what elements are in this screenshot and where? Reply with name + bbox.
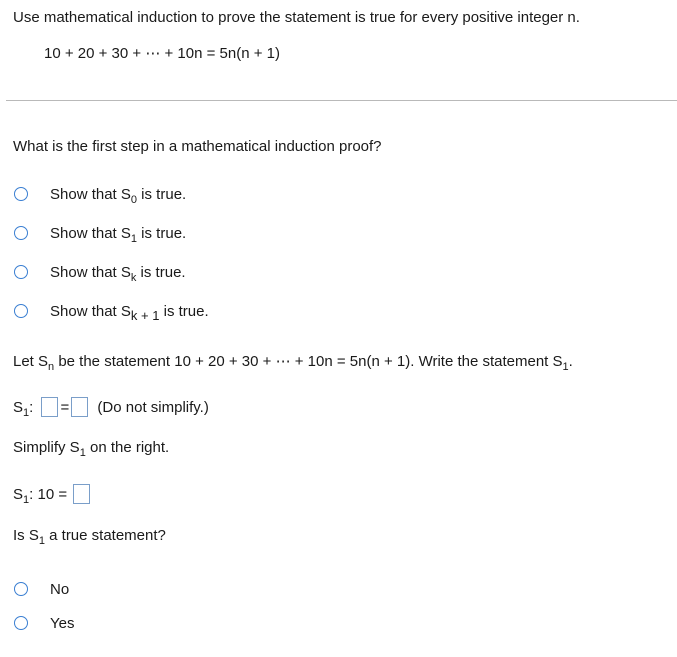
problem-instruction: Use mathematical induction to prove the statement is true for every positive integer n. xyxy=(13,9,580,26)
q2-prompt: Let $S_n$ be the statement 10 + 20 + 30 + ⋯ + 10n = 5n(n + 1). Write the statement $S_1$. xyxy=(13,353,573,373)
q4-question: Is $S_1$ a true statement? xyxy=(13,527,166,547)
s1-label: $S_1$: xyxy=(13,399,34,419)
section-divider xyxy=(6,100,677,101)
radio-button[interactable] xyxy=(14,226,28,240)
s1-simplify-label: $S_1$: 10 = xyxy=(13,486,68,506)
problem-equation: 10 + 20 + 30 + ⋯ + 10n = 5n(n + 1) xyxy=(44,45,281,62)
q1-option-s1[interactable] xyxy=(14,222,186,244)
option-label: Show that $S_k$ is true. xyxy=(50,263,186,284)
s1-right-input[interactable] xyxy=(71,397,88,417)
option-label: Show that $S_1$ is true. xyxy=(50,224,187,245)
option-label: Yes xyxy=(50,614,75,632)
radio-button[interactable] xyxy=(14,265,28,279)
option-label: No xyxy=(50,580,70,598)
hint-text: (Do not simplify.) xyxy=(97,399,209,416)
s1-simplified-input[interactable] xyxy=(73,484,90,504)
radio-button[interactable] xyxy=(14,616,28,630)
radio-button[interactable] xyxy=(14,582,28,596)
q3-prompt: Simplify $S_1$ on the right. xyxy=(13,439,170,459)
q2-answer-row xyxy=(13,397,209,417)
s1-left-input[interactable] xyxy=(41,397,58,417)
q1-option-sk1[interactable] xyxy=(14,300,209,322)
q1-option-sk[interactable] xyxy=(14,261,186,283)
q4-option-yes[interactable] xyxy=(14,612,74,634)
radio-button[interactable] xyxy=(14,187,28,201)
q4-option-no[interactable] xyxy=(14,578,69,600)
equals-sign: = xyxy=(60,399,70,416)
q1-option-s0[interactable] xyxy=(14,183,186,205)
q3-answer-row xyxy=(13,484,90,504)
q1-question: What is the first step in a mathematical induction proof? xyxy=(13,138,382,155)
radio-button[interactable] xyxy=(14,304,28,318)
option-label: Show that $S_{k + 1}$ is true. xyxy=(50,302,209,323)
option-label: Show that $S_0$ is true. xyxy=(50,185,187,206)
